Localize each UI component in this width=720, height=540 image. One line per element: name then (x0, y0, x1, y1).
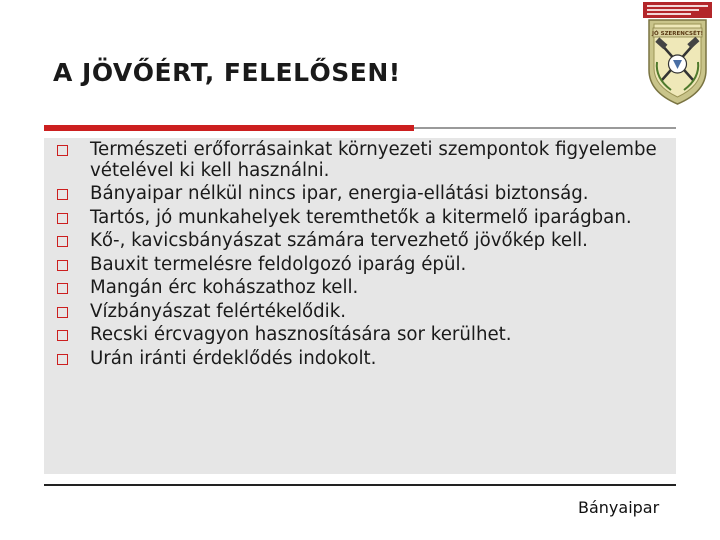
list-item: Mangán érc kohászathoz kell. (54, 278, 672, 299)
square-bullet-icon (57, 145, 68, 156)
square-bullet-icon (57, 236, 68, 247)
title-accent-rule (44, 125, 414, 131)
slide-footer: Bányaipar (578, 498, 660, 517)
list-item: Recski ércvagyon hasznosítására sor kerülhet. (54, 325, 672, 346)
square-bullet-icon (57, 283, 68, 294)
list-item: Kő-, kavicsbányászat számára tervezhető jövőkép kell. (54, 231, 672, 252)
title-divider (414, 127, 676, 129)
list-item: Tartós, jó munkahelyek teremthetők a kitermelő iparágban. (54, 208, 672, 229)
footer-divider (44, 484, 676, 486)
square-bullet-icon (57, 189, 68, 200)
list-item: Bauxit termelésre feldolgozó iparág épül. (54, 255, 672, 276)
square-bullet-icon (57, 260, 68, 271)
logo-motto: JÓ SZERENCSÉT! (651, 31, 704, 37)
square-bullet-icon (57, 213, 68, 224)
list-item: Vízbányászat felértékelődik. (54, 302, 672, 323)
content-panel (44, 138, 676, 474)
slide-title: A JÖVŐÉRT, FELELŐSEN! (53, 58, 401, 87)
bullet-list (54, 140, 672, 372)
list-item: Urán iránti érdeklődés indokolt. (54, 349, 672, 370)
square-bullet-icon (57, 330, 68, 341)
square-bullet-icon (57, 307, 68, 318)
list-item: Bányaipar nélkül nincs ipar, energia-ellátási biztonság. (54, 184, 672, 205)
mining-crest-icon (641, 0, 714, 108)
list-item: Természeti erőforrásainkat környezeti szempontok figyelembe vételével ki kell használni. (54, 140, 672, 181)
square-bullet-icon (57, 354, 68, 365)
